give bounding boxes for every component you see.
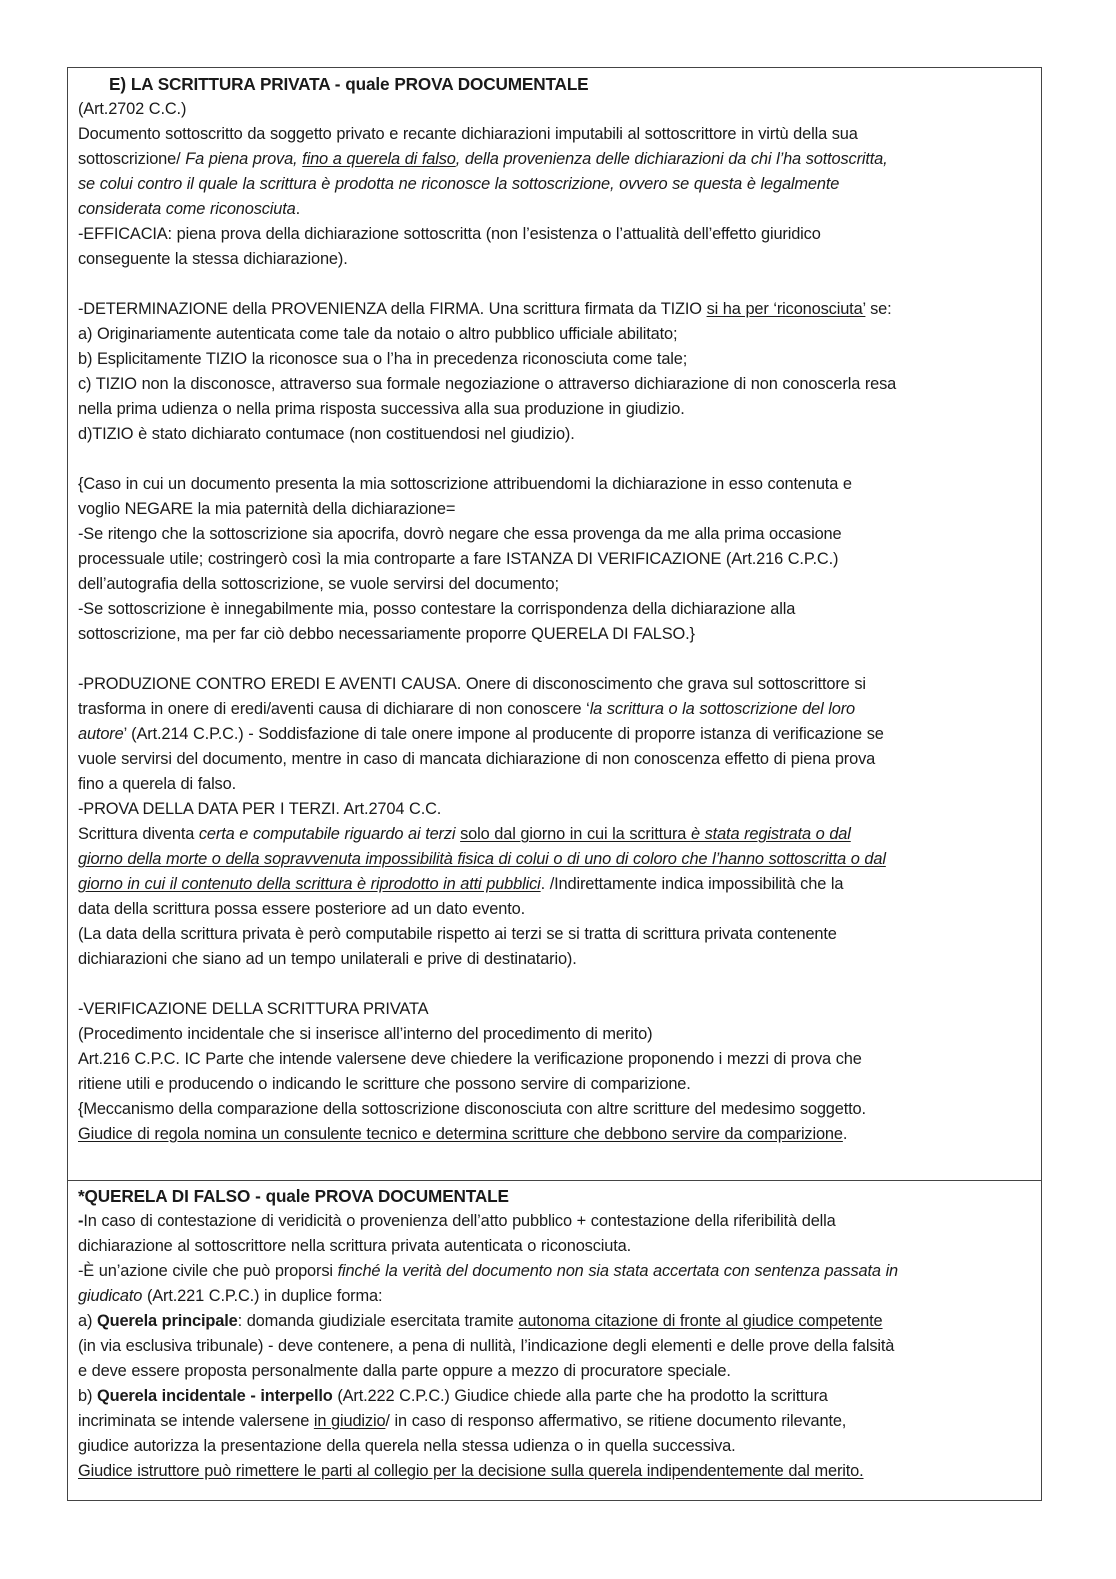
text-run: conseguente la stessa dichiarazione). <box>78 250 348 268</box>
text-line <box>78 1097 1032 1122</box>
text-line <box>78 997 1032 1022</box>
text-run: -Se ritengo che la sottoscrizione sia apocrifa, dovrò negare che essa provenga da me alla prima occasione <box>78 525 842 543</box>
text-line <box>78 622 1032 647</box>
text-run: b) Esplicitamente TIZIO la riconosce sua o l’ha in precedenza riconosciuta come tale; <box>78 350 688 368</box>
text-run: fino a querela di falso. <box>78 775 236 793</box>
blank-line <box>78 272 1032 297</box>
text-run: incriminata se intende valersene <box>78 1412 314 1430</box>
text-run: - <box>78 1212 84 1230</box>
text-line <box>78 847 1032 872</box>
text-line <box>78 1334 1032 1359</box>
text-run: Art.216 C.P.C. IC Parte che intende valersene deve chiedere la verificazione proponendo i mezzi di prova che <box>78 1050 862 1068</box>
text-run: / in caso di responso affermativo, se ritiene documento rilevante, <box>385 1412 847 1430</box>
text-run: autonoma citazione di fronte al giudice competente <box>518 1312 883 1330</box>
text-run: (Art.221 C.P.C.) in duplice forma: <box>142 1287 383 1305</box>
text-run: ritiene utili e producendo o indicando le scritture che possono servire di comparizione. <box>78 1075 691 1093</box>
text-line <box>78 697 1032 722</box>
blank-line <box>78 647 1032 672</box>
text-run: se colui contro il quale la scrittura è prodotta ne riconosce la sottoscrizione, ovvero se questa è legalmente <box>78 175 840 193</box>
text-line <box>78 1047 1032 1072</box>
text-run: e deve essere proposta personalmente dalla parte oppure a mezzo di procuratore speciale. <box>78 1362 731 1380</box>
text-run: d)TIZIO è stato dichiarato contumace (non costituendosi nel giudizio). <box>78 425 575 443</box>
text-line <box>78 472 1032 497</box>
text-run: giudice autorizza la presentazione della querela nella stessa udienza o in quella successiva. <box>78 1437 736 1455</box>
text-line <box>78 672 1032 697</box>
text-run: si ha per ‘riconosciuta’ <box>706 300 866 318</box>
text-run: (Art.222 C.P.C.) Giudice chiede alla parte che ha prodotto la scrittura <box>332 1387 828 1405</box>
text-run: -È un’azione civile che può proporsi <box>78 1262 338 1280</box>
text-run: (in via esclusiva tribunale) - deve contenere, a pena di nullità, l’indicazione degli elementi e delle prove della falsità <box>78 1337 895 1355</box>
text-run: -VERIFICAZIONE DELLA SCRITTURA PRIVATA <box>78 1000 429 1018</box>
text-run: -DETERMINAZIONE della PROVENIENZA della FIRMA. Una scrittura firmata da TIZIO <box>78 300 707 318</box>
text-run: b) <box>78 1387 97 1405</box>
text-run: se: <box>865 300 892 318</box>
section-body <box>78 97 1032 1147</box>
text-line <box>78 1459 1032 1484</box>
text-line <box>78 897 1032 922</box>
text-run: solo dal giorno in cui la scrittura <box>460 825 691 843</box>
text-line <box>78 1072 1032 1097</box>
section-body <box>78 1209 1032 1484</box>
text-line <box>78 572 1032 597</box>
text-line <box>78 147 1032 172</box>
text-line <box>78 322 1032 347</box>
text-line <box>78 722 1032 747</box>
text-line <box>78 1309 1032 1334</box>
section-heading <box>78 72 1032 97</box>
text-line <box>78 1434 1032 1459</box>
text-run: è stata registrata o dal <box>690 825 851 843</box>
text-run: la scrittura o la sottoscrizione del loro <box>589 700 855 718</box>
text-line <box>78 772 1032 797</box>
text-run: Fa piena prova, <box>185 150 303 168</box>
text-line <box>78 797 1032 822</box>
text-run: vuole servirsi del documento, mentre in caso di mancata dichiarazione di non conoscenza effetto di piena prova <box>78 750 876 768</box>
text-line <box>78 597 1032 622</box>
text-line <box>78 1234 1032 1259</box>
text-line <box>78 1022 1032 1047</box>
text-line <box>78 1359 1032 1384</box>
text-run: voglio NEGARE la mia paternità della dichiarazione= <box>78 500 456 518</box>
text-run: c) TIZIO non la disconosce, attraverso sua formale negoziazione o attraverso dichiarazione di non conoscerla resa <box>78 375 897 393</box>
blank-line <box>78 972 1032 997</box>
text-run: giorno della morte o della sopravvenuta impossibilità fisica di colui o di uno di coloro che l’hanno sottoscritta o dal <box>78 850 886 868</box>
text-run: ’ (Art.214 C.P.C.) - Soddisfazione di tale onere impone al producente di proporre istanza di verificazione se <box>123 725 884 743</box>
text-line <box>78 97 1032 122</box>
text-run: giorno in cui il contenuto della scrittura è riprodotto in atti pubblici <box>78 875 541 893</box>
text-run: (Procedimento incidentale che si inserisce all’interno del procedimento di merito) <box>78 1025 653 1043</box>
text-run: trasforma in onere di eredi/aventi causa di dichiarare di non conoscere ‘ <box>78 700 590 718</box>
text-run: a) <box>78 1312 97 1330</box>
text-line <box>78 497 1032 522</box>
text-run: processuale utile; costringerò così la mia controparte a fare ISTANZA DI VERIFICAZIONE (Art.216 C.P.C.) <box>78 550 839 568</box>
section-scrittura-privata <box>68 68 1041 1180</box>
text-line <box>78 922 1032 947</box>
text-line <box>78 747 1032 772</box>
text-run: -PROVA DELLA DATA PER I TERZI. Art.2704 C.C. <box>78 800 442 818</box>
text-run: -Se sottoscrizione è innegabilmente mia, posso contestare la corrispondenza della dichiarazione alla <box>78 600 796 618</box>
text-run: finché la verità del documento non sia stata accertata con sentenza passata in <box>337 1262 899 1280</box>
text-run: , della provenienza delle dichiarazioni da chi l’ha sottoscritta, <box>455 150 888 168</box>
text-run: . <box>295 200 301 218</box>
text-run: dell’autografia della sottoscrizione, se vuole servirsi del documento; <box>78 575 559 593</box>
text-run: considerata come riconosciuta <box>78 200 296 218</box>
text-line <box>78 1209 1032 1234</box>
text-line <box>78 522 1032 547</box>
text-run: {Caso in cui un documento presenta la mia sottoscrizione attribuendomi la dichiarazione in esso contenuta e <box>78 475 852 493</box>
text-run: autore <box>78 725 124 743</box>
text-run: Giudice di regola nomina un consulente tecnico e determina scritture che debbono servire da comparizione <box>78 1125 843 1143</box>
text-line <box>78 947 1032 972</box>
text-run: giudicato <box>78 1287 143 1305</box>
text-run: nella prima udienza o nella prima risposta successiva alla sua produzione in giudizio. <box>78 400 685 418</box>
text-line <box>78 247 1032 272</box>
section-heading <box>78 1184 1032 1209</box>
text-run: a) Originariamente autenticata come tale da notaio o altro pubblico ufficiale abilitato; <box>78 325 678 343</box>
text-run: (La data della scrittura privata è però computabile rispetto ai terzi se si tratta di scrittura privata contenente <box>78 925 837 943</box>
text-run: Scrittura diventa <box>78 825 199 843</box>
text-line <box>78 347 1032 372</box>
text-line <box>78 1384 1032 1409</box>
text-run: (Art.2702 C.C.) <box>78 100 187 118</box>
text-run: sottoscrizione/ <box>78 150 186 168</box>
text-run: -PRODUZIONE CONTRO EREDI E AVENTI CAUSA. Onere di disconoscimento che grava sul sottoscrittore si <box>78 675 866 693</box>
text-run: Querela incidentale - interpello <box>96 1387 333 1405</box>
text-run: in giudizio <box>313 1412 386 1430</box>
text-run: Documento sottoscritto da soggetto privato e recante dichiarazioni imputabili al sottoscrittore in virtù della sua <box>78 125 858 143</box>
text-run: {Meccanismo della comparazione della sottoscrizione disconosciuta con altre scritture del medesimo soggetto. <box>78 1100 866 1118</box>
text-run: Querela principale <box>96 1312 238 1330</box>
notes-table <box>67 67 1042 1501</box>
section-querela-di-falso <box>68 1180 1041 1500</box>
text-run: *QUERELA DI FALSO - quale PROVA DOCUMENTALE <box>78 1186 509 1206</box>
text-line <box>78 197 1032 222</box>
text-run: data della scrittura possa essere posteriore ad un dato evento. <box>78 900 526 918</box>
text-line <box>78 172 1032 197</box>
text-run: -EFFICACIA: piena prova della dichiarazione sottoscritta (non l’esistenza o l’attualità dell’effetto giuridico <box>78 225 821 243</box>
text-run: . <box>842 1125 848 1143</box>
text-run: Giudice istruttore può rimettere le parti al collegio per la decisione sulla querela indipendentemente dal merito. <box>78 1462 864 1480</box>
text-run: dichiarazione al sottoscrittore nella scrittura privata autenticata o riconosciuta. <box>78 1237 631 1255</box>
text-line <box>78 822 1032 847</box>
text-line <box>78 872 1032 897</box>
blank-line <box>78 447 1032 472</box>
text-line <box>78 222 1032 247</box>
text-line <box>78 1122 1032 1147</box>
text-run: : domanda giudiziale esercitata tramite <box>237 1312 519 1330</box>
text-run: . /Indirettamente indica impossibilità che la <box>540 875 844 893</box>
text-line <box>78 1284 1032 1309</box>
text-line <box>78 422 1032 447</box>
text-run: In caso di contestazione di veridicità o provenienza dell’atto pubblico + contestazione della riferibilità della <box>83 1212 836 1230</box>
text-line <box>78 122 1032 147</box>
text-run: fino a querela di falso <box>302 150 456 168</box>
text-run: sottoscrizione, ma per far ciò debbo necessariamente proporre QUERELA DI FALSO.} <box>78 625 695 643</box>
text-line <box>78 397 1032 422</box>
text-line <box>78 1259 1032 1284</box>
text-line <box>78 372 1032 397</box>
text-run: dichiarazioni che siano ad un tempo unilaterali e prive di destinatario). <box>78 950 577 968</box>
text-run: certa e computabile riguardo ai terzi <box>198 825 456 843</box>
text-line <box>78 547 1032 572</box>
text-line <box>78 297 1032 322</box>
text-run: E) LA SCRITTURA PRIVATA - quale PROVA DOCUMENTALE <box>109 74 589 94</box>
text-line <box>78 1409 1032 1434</box>
